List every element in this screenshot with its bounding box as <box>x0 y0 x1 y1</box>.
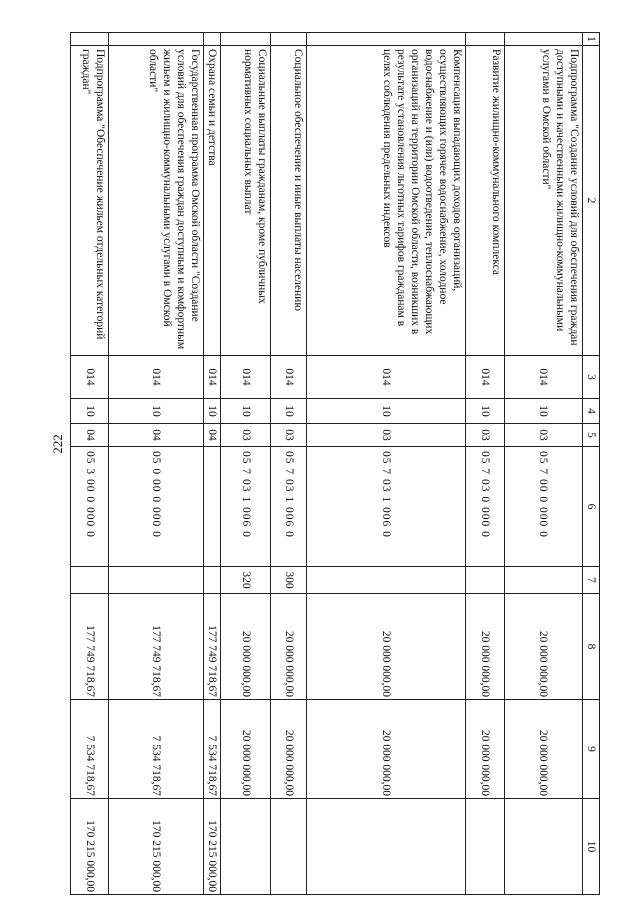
cell-code: 05 3 00 0 000 0 <box>71 447 109 567</box>
column-header: 4 <box>582 399 599 424</box>
column-header: 2 <box>582 46 599 356</box>
cell-code: 05 7 03 1 006 0 <box>307 447 466 567</box>
cell-col10 <box>220 799 270 895</box>
column-header: 1 <box>582 33 599 46</box>
column-header: 10 <box>582 799 599 895</box>
cell-col7 <box>307 567 466 594</box>
table-row <box>307 33 466 895</box>
cell-col4: 10 <box>71 399 109 424</box>
table-row <box>220 33 270 895</box>
cell-col4: 10 <box>220 399 270 424</box>
column-header: 9 <box>582 700 599 799</box>
table-row <box>203 33 220 895</box>
cell-col3: 014 <box>203 356 220 399</box>
cell-col8: 177 749 718,67 <box>203 594 220 700</box>
cell-col4: 10 <box>203 399 220 424</box>
cell-col1 <box>466 33 504 46</box>
cell-col8: 20 000 000,00 <box>504 594 582 700</box>
cell-col5: 03 <box>271 424 307 447</box>
cell-code <box>203 447 220 567</box>
cell-col5: 04 <box>71 424 109 447</box>
cell-col4: 10 <box>504 399 582 424</box>
cell-col9: 7 534 718,67 <box>203 700 220 799</box>
cell-name: Государственная программа Омской области "Создание условий для обеспечения граждан доступным и комфортным жильем и жилищно-коммунальными услугами в Омской области" <box>109 46 204 356</box>
cell-code: 05 7 03 0 000 0 <box>466 447 504 567</box>
cell-name: Охрана семьи и детства <box>203 46 220 356</box>
cell-col3: 014 <box>71 356 109 399</box>
cell-col7: 320 <box>220 567 270 594</box>
cell-col1 <box>203 33 220 46</box>
table-row <box>71 33 109 895</box>
cell-col1 <box>271 33 307 46</box>
cell-col7: 300 <box>271 567 307 594</box>
cell-col10 <box>504 799 582 895</box>
table-row <box>466 33 504 895</box>
cell-col3: 014 <box>307 356 466 399</box>
cell-col8: 177 749 718,67 <box>109 594 204 700</box>
cell-col1 <box>504 33 582 46</box>
cell-code: 05 7 03 1 006 0 <box>271 447 307 567</box>
cell-col8: 20 000 000,00 <box>271 594 307 700</box>
cell-code: 05 7 00 0 000 0 <box>504 447 582 567</box>
cell-col8: 20 000 000,00 <box>466 594 504 700</box>
column-header: 7 <box>582 567 599 594</box>
cell-col9: 7 534 718,67 <box>71 700 109 799</box>
cell-col4: 10 <box>109 399 204 424</box>
cell-col1 <box>71 33 109 46</box>
cell-col9: 7 534 718,67 <box>109 700 204 799</box>
rotated-page <box>70 32 600 894</box>
column-header: 5 <box>582 424 599 447</box>
cell-col4: 10 <box>271 399 307 424</box>
cell-name: Подпрограмма "Создание условий для обеспечения граждан доступными и качественными жилищно-коммунальными услугами в Омской области" <box>504 46 582 356</box>
cell-col7 <box>71 567 109 594</box>
column-number-row <box>582 33 599 895</box>
cell-col5: 03 <box>307 424 466 447</box>
cell-col10 <box>271 799 307 895</box>
cell-col5: 03 <box>220 424 270 447</box>
cell-col9: 20 000 000,00 <box>271 700 307 799</box>
cell-col7 <box>203 567 220 594</box>
cell-col8: 20 000 000,00 <box>220 594 270 700</box>
cell-col1 <box>220 33 270 46</box>
cell-col5: 03 <box>466 424 504 447</box>
cell-col3: 014 <box>109 356 204 399</box>
cell-col10 <box>307 799 466 895</box>
cell-name: Развитие жилищно-коммунального комплекса <box>466 46 504 356</box>
cell-col9: 20 000 000,00 <box>220 700 270 799</box>
column-header: 6 <box>582 447 599 567</box>
page-number: 222 <box>50 434 65 454</box>
cell-name: Социальное обеспечение и иные выплаты населению <box>271 46 307 356</box>
cell-col8: 20 000 000,00 <box>307 594 466 700</box>
cell-col8: 177 749 718,67 <box>71 594 109 700</box>
cell-name: Компенсация выпадающих доходов организаций, осуществляющих горячее водоснабжение, холодное водоснабжение и (или) водоотведение, теплоснабжающих организаций на территории Омской области, возникших в результате установления льготных тарифов гражданам в целях соблюдения предельных индексов <box>307 46 466 356</box>
cell-col5: 04 <box>109 424 204 447</box>
column-header: 3 <box>582 356 599 399</box>
column-header: 8 <box>582 594 599 700</box>
cell-code: 05 7 03 1 006 0 <box>220 447 270 567</box>
cell-name: Социальные выплаты гражданам, кроме публичных нормативных социальных выплат <box>220 46 270 356</box>
cell-col1 <box>307 33 466 46</box>
cell-col7 <box>109 567 204 594</box>
cell-col7 <box>504 567 582 594</box>
cell-col3: 014 <box>271 356 307 399</box>
cell-col9: 20 000 000,00 <box>466 700 504 799</box>
cell-col4: 10 <box>466 399 504 424</box>
cell-col7 <box>466 567 504 594</box>
cell-col9: 20 000 000,00 <box>504 700 582 799</box>
cell-name: Подпрограмма "Обеспечение жильем отдельных категорий граждан" <box>71 46 109 356</box>
cell-col4: 10 <box>307 399 466 424</box>
table-row <box>109 33 204 895</box>
cell-col3: 014 <box>504 356 582 399</box>
budget-table <box>70 32 600 895</box>
cell-col3: 014 <box>220 356 270 399</box>
cell-col3: 014 <box>466 356 504 399</box>
cell-code: 05 0 00 0 000 0 <box>109 447 204 567</box>
table-row <box>271 33 307 895</box>
cell-col1 <box>109 33 204 46</box>
cell-col10 <box>466 799 504 895</box>
cell-col10: 170 215 000,00 <box>71 799 109 895</box>
cell-col10: 170 215 000,00 <box>203 799 220 895</box>
table-row <box>504 33 582 895</box>
cell-col10: 170 215 000,00 <box>109 799 204 895</box>
cell-col9: 20 000 000,00 <box>307 700 466 799</box>
cell-col5: 04 <box>203 424 220 447</box>
cell-col5: 03 <box>504 424 582 447</box>
